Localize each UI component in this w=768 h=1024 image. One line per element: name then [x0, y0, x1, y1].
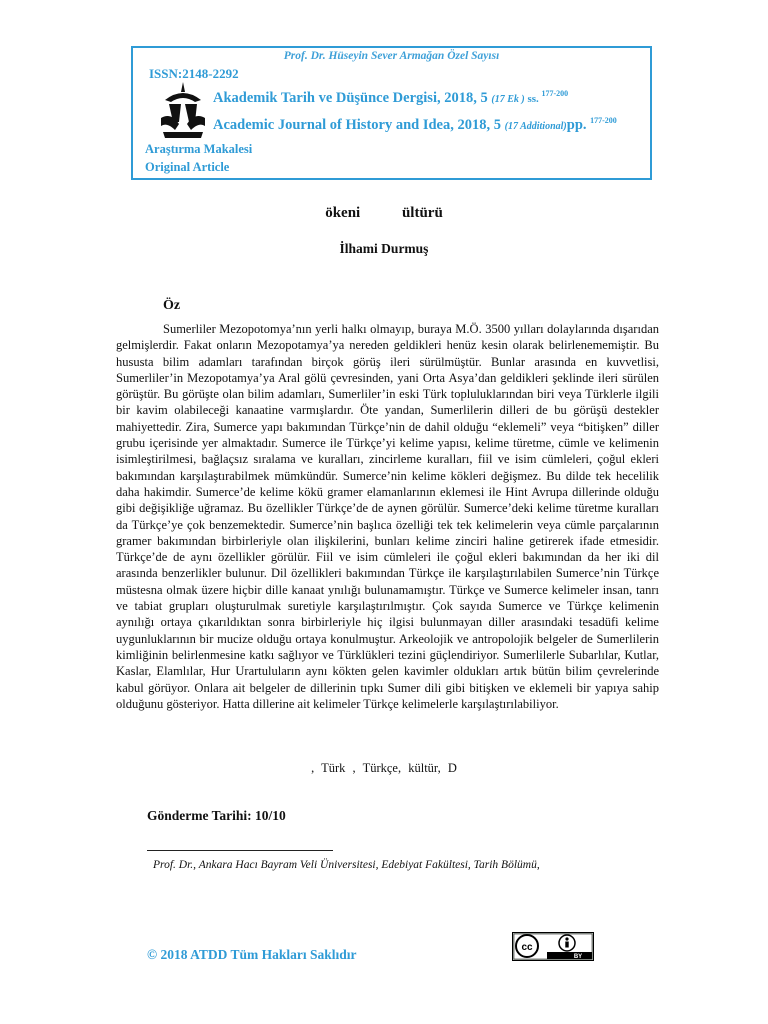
- journal-title-en: Academic Journal of History and Idea, 2018, 5 (17 Additional)pp. $^{177-200}$: [213, 116, 617, 133]
- pages-tr: 177-200: [541, 89, 569, 98]
- abstract-heading: Öz: [163, 298, 181, 313]
- copyright-notice: © 2018 ATDD Tüm Hakları Saklıdır: [147, 947, 357, 962]
- issue-tr: (17 Ek ): [491, 93, 525, 105]
- pages-en: 177-200: [590, 116, 617, 125]
- journal-header: [131, 46, 652, 180]
- author-name: İlhami Durmuş: [339, 241, 429, 256]
- svg-text:cc: cc: [521, 942, 533, 953]
- keywords: , Türk , Türkçe, kültür, D: [311, 761, 457, 775]
- issn: ISSN:2148-2292: [149, 66, 239, 81]
- submission-date: Gönderme Tarihi: 10/10: [147, 808, 286, 823]
- footnote-divider: [147, 850, 333, 851]
- abstract-body: [116, 321, 659, 712]
- author-footnote: Prof. Dr., Ankara Hacı Bayram Veli Üniversitesi, Edebiyat Fakültesi, Tarih Bölümü,: [153, 859, 540, 871]
- issue-en: (17 Additional): [504, 120, 567, 132]
- article-type-en: Original Article: [145, 160, 230, 174]
- journal-logo-icon: [155, 78, 211, 140]
- cc-by-icon[interactable]: [512, 932, 594, 961]
- article-title: ökeni ültürü: [325, 205, 443, 221]
- abstract-text: Sumerliler Mezopotomya’nın yerli halkı olmayıp, buraya M.Ö. 3500 yılları dolaylarında dışarıdan gelmişlerdir. Fakat onların Mezopotamya’ya nereden geldikleri henüz kesin olarak belirlenememiştir. Bu hususta bilim adamları tarafından birçok görüş ileri sürülmüştür. Bunlar arasında en kuvvetlisi, Sumerliler’in Mezopotamya’ya Aral gölü çevresinden, yani Orta Asya’dan geldikleri şeklinde ileri sürülen görüştür. Bu görüşte olan bilim adamları, Sumerliler’in eski Türk topluluklarından biri veya Türklerle ilgili bir kavim olabileceği kanaatine varmışlardır. Öte yandan, Sumerlilerin dilleri de bu görüşü destekler mahiyettedir. Zira, Sumerce yapı bakımından Türkçe’nin de dahil olduğu “eklemeli” veya “bitişken” diller grubu içerisinde yer almaktadır. Sumerce ile Türkçe’yi kelime yapısı, kelime türetme, cümle ve kelimenin isimleştirilmesi, bağlaçsız sıralama ve kuralları, zincirleme kuralları, fiil ve isim cümleleri, çoğul ekleri bakımından karşılaştırabilmek mümkündür. Sumerce’nin kelime kökleri değişmez. Bu dilde tek hecelilik daha hakimdir. Sumerce’de kelime kökü gramer elamanlarının eklemesi ile Hint Avrupa dillerinde olduğu gibi değişikliğe uğramaz. Bu özellikler Türkçe’de de aynen görülür. Sumerce’deki kelime türetme kuralları da Türkçe’ye çok benzemektedir. Sumerce’nin başlıca özelliği tek tek kelimelerin veya cümle parçalarının gramer bakımından birbirleriyle olan ilişkilerini, bunları kelime zinciri haline getirerek ifade etmesidir. Türkçe’de de aynı özellikler görülür. Fiil ve isim cümleleri ile çoğul ekleri bakımından da her iki dil arasında benzerlikler bulunur. Dil özellikleri bakımından Türkçe ile karşılaştırılabilen Sumerce’nin Türkçe müstesna olmak üzere hiçbir dille kanaat ynılığı bulunamamıştır. Türkçe ve Sumerce kelimeler insan, tanrı ve tabiat grupları oluşturulmak suretiyle karşılaştırılmıştır. Çok sayıda Sumerce ve Türkçe kelimenin aynılığı ortaya çıkarıldıktan sonra birbirleriyle hiç ilgisi bulunmayan diller arasındaki tesadüfi kelime uygunluklarının bir mucize olduğu ortaya konulmuştur. Arkeolojik ve antropolojik belgeler de Sumerlilerin kimliğinin belirlenmesine katkı sağlıyor ve Türklükleri tezini güçlendiriyor. Sumerlilerle Subarlılar, Kutlar, Kaslar, Elamlılar, Hur Urartuluların aynı kökten gelen kavimler oldukları artık bütün bilim çevrelerinde kabul görüyor. Onlara ait belgeler de dillerinin tıpkı Sumer dili gibi bitişken ve eklemeli bir yapıya sahip olduğunu gösteriyor. Hatta dillerine ait kelimeler Türkçe kelimelerle karşılaştırılabiliyor.: [116, 322, 659, 711]
- license-badge-text: BY: [573, 954, 583, 960]
- journal-title-tr: Akademik Tarih ve Düşünce Dergisi, 2018, 5 (17 Ek ) ss. $^{177-200}$: [213, 89, 569, 106]
- article-type-tr: Araştırma Makalesi: [145, 142, 253, 156]
- special-issue-label: Prof. Dr. Hüseyin Sever Armağan Özel Sayısı: [133, 46, 650, 64]
